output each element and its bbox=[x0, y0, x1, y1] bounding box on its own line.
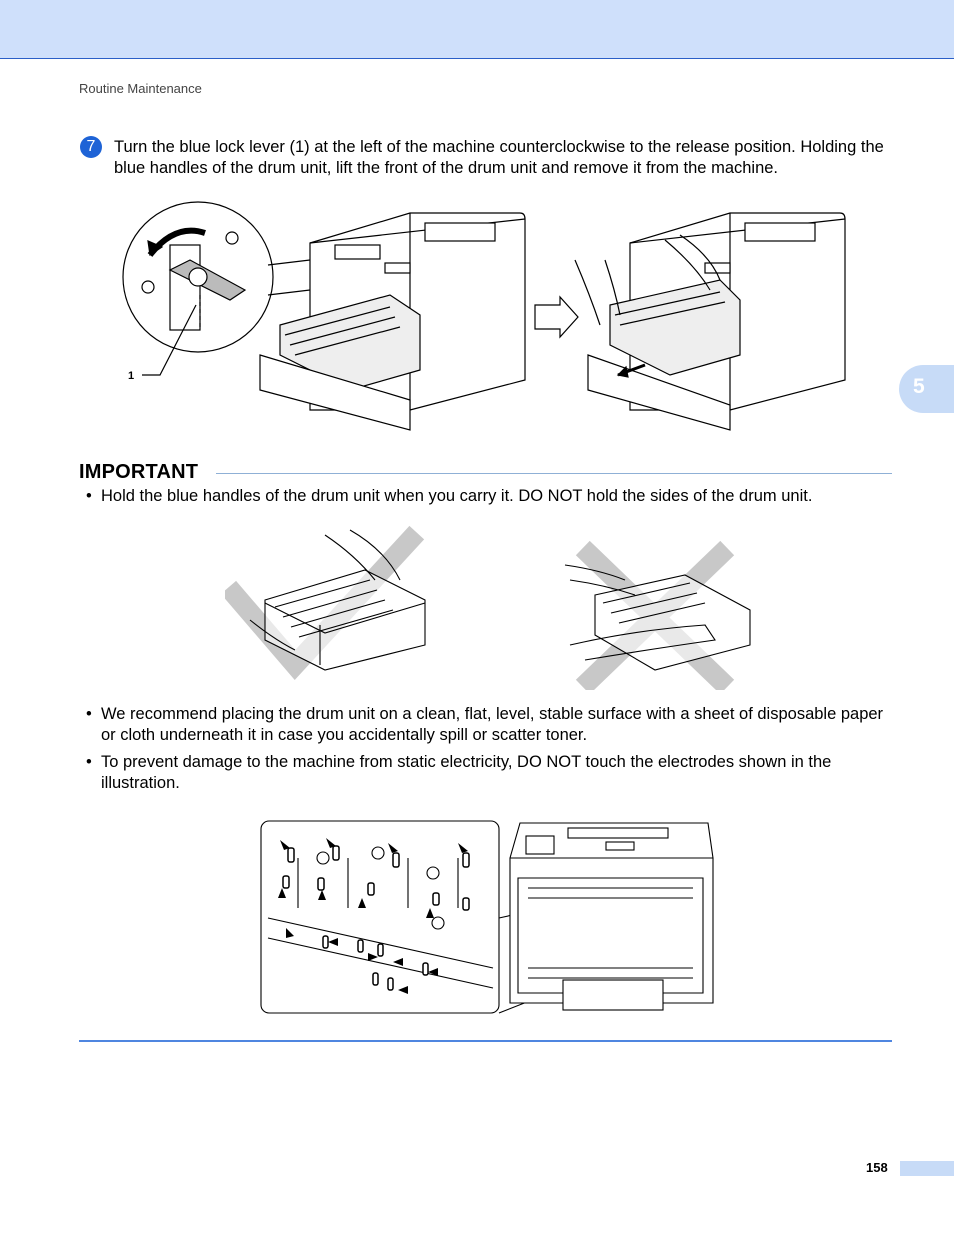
running-head: Routine Maintenance bbox=[79, 81, 202, 96]
step-instruction: Turn the blue lock lever (1) at the left of the machine counterclockwise to the release position. Holding the blue handles of the drum unit, lift the front of the drum unit and remove it from the machine. bbox=[114, 138, 884, 177]
drum-carrying-illustration bbox=[225, 525, 765, 690]
bullet-text: To prevent damage to the machine from static electricity, DO NOT touch the electrodes shown in the illustration. bbox=[101, 753, 832, 792]
page-tab bbox=[900, 1161, 954, 1176]
bullet-symbol: • bbox=[86, 705, 92, 723]
section-end-rule bbox=[79, 1040, 892, 1042]
callout-label-1: 1 bbox=[128, 370, 135, 382]
step-number-badge: 7 bbox=[80, 136, 102, 158]
chapter-number: 5 bbox=[913, 375, 925, 398]
bullet-text: We recommend placing the drum unit on a clean, flat, level, stable surface with a sheet of disposable paper or cloth underneath it in case you accidentally spill or scatter toner. bbox=[101, 705, 884, 744]
drum-removal-illustration bbox=[120, 195, 860, 440]
header-band bbox=[0, 0, 954, 59]
chapter-tab bbox=[899, 365, 954, 413]
bullet-text: Hold the blue handles of the drum unit when you carry it. DO NOT hold the sides of the drum unit. bbox=[101, 487, 813, 505]
important-rule bbox=[216, 473, 892, 474]
electrodes-illustration bbox=[258, 818, 718, 1018]
bullet-symbol: • bbox=[86, 753, 92, 771]
important-heading: IMPORTANT bbox=[79, 461, 199, 483]
page-number: 158 bbox=[866, 1160, 888, 1175]
bullet-symbol: • bbox=[86, 487, 92, 505]
